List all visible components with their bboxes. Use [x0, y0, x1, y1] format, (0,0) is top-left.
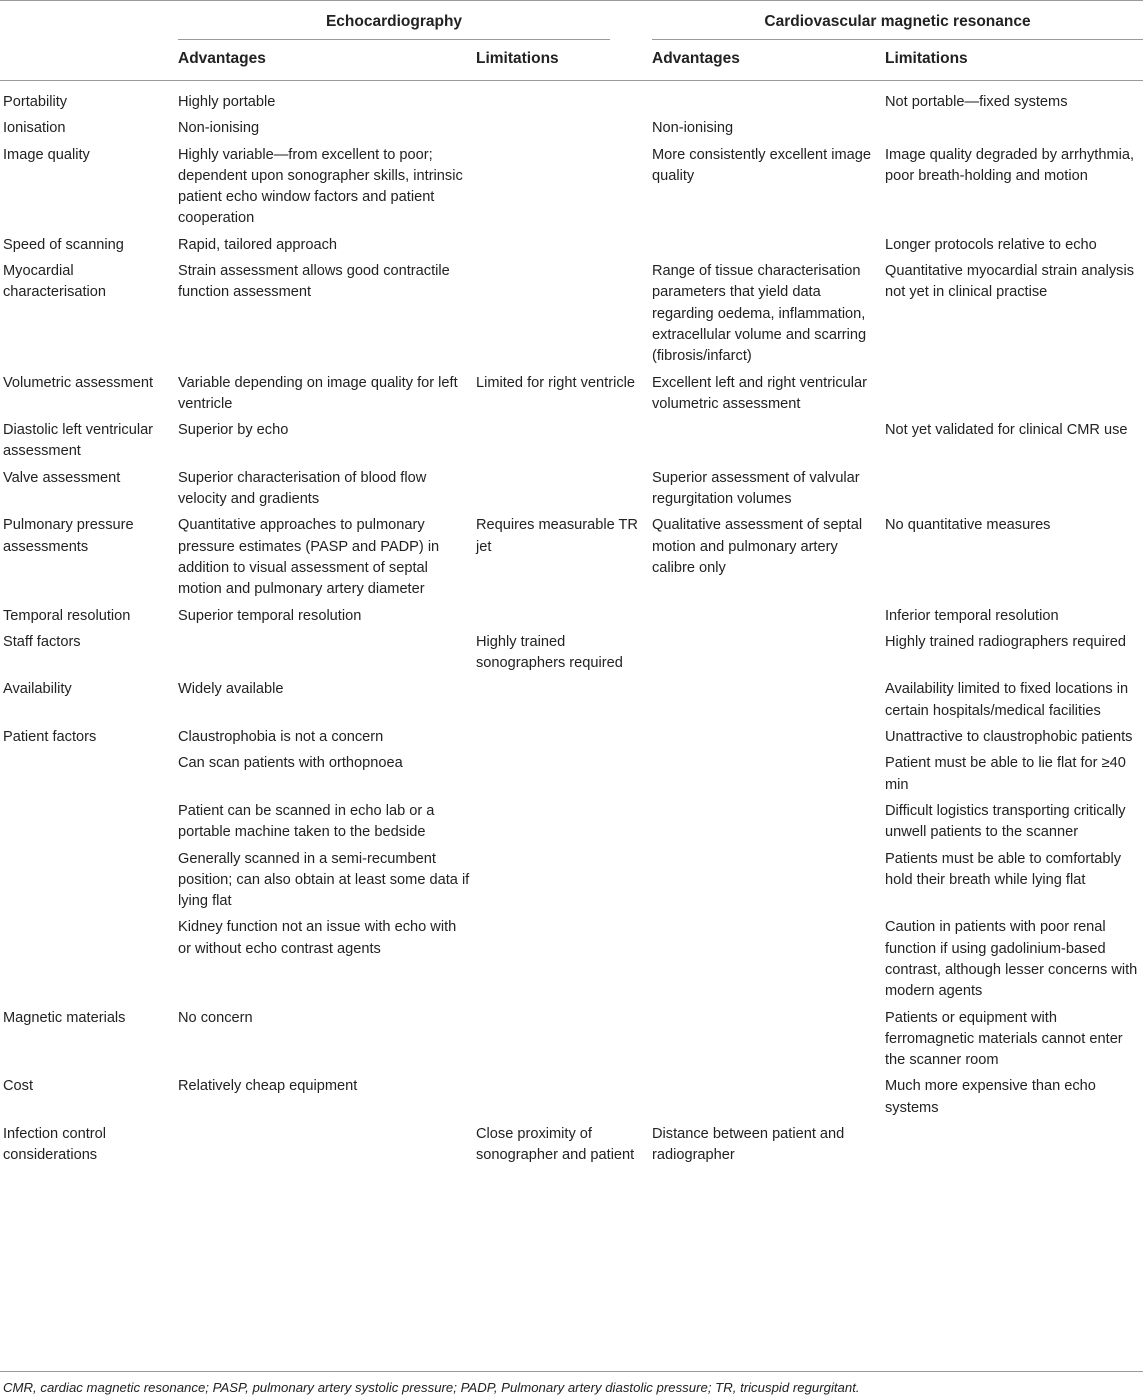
table-row	[0, 257, 1143, 368]
cmr-advantage-cell: Excellent left and right ventricular volumetric assessment	[652, 374, 867, 412]
echo-limitation-cell	[473, 1072, 649, 1120]
row-category-cell	[0, 749, 175, 797]
cmr-advantage-cell	[649, 416, 882, 464]
table-row	[0, 464, 1143, 512]
cmr-advantage-cell	[649, 675, 882, 723]
echo-limitation-cell	[473, 675, 649, 723]
echo-advantage-cell: No concern	[178, 1009, 253, 1026]
table-row	[0, 913, 1143, 1003]
echo-advantages-header: Advantages	[178, 50, 266, 67]
echo-advantage-cell: Variable depending on image quality for left ventricle	[178, 374, 458, 412]
cmr-advantage-cell: Range of tissue characterisation parameters that yield data regarding oedema, inflammation, extracellular volume and scarring (fibrosis/infarct)	[652, 263, 867, 365]
table-row	[0, 749, 1143, 797]
row-category-cell: Magnetic materials	[3, 1009, 126, 1026]
table-row	[0, 231, 1143, 257]
header-rule	[0, 80, 1143, 81]
row-category-cell: Infection control considerations	[3, 1126, 107, 1164]
echo-advantage-cell: Non-ionising	[178, 120, 260, 137]
table-row	[0, 845, 1143, 914]
echo-advantage-cell: Highly portable	[178, 94, 276, 110]
cmr-advantage-cell	[649, 231, 882, 257]
cmr-limitation-cell: Not portable—fixed systems	[885, 94, 1068, 110]
echo-limitation-cell	[473, 845, 649, 914]
echo-advantage-cell	[175, 1120, 473, 1168]
cmr-limitation-cell: Difficult logistics transporting critically unwell patients to the scanner	[885, 802, 1126, 841]
row-category-cell: Valve assessment	[3, 469, 121, 486]
table-row	[0, 1072, 1143, 1120]
row-category-cell	[0, 845, 175, 914]
echo-group-header: Echocardiography	[325, 13, 463, 30]
echo-group-rule	[178, 39, 610, 40]
row-category-cell: Temporal resolution	[3, 607, 131, 624]
table-row	[0, 797, 1143, 845]
cmr-limitation-cell: Highly trained radiographers required	[885, 633, 1126, 650]
echo-limitation-cell	[473, 231, 649, 257]
echo-limitation-cell	[473, 416, 649, 464]
echo-advantage-cell: Relatively cheap equipment	[178, 1078, 358, 1095]
row-category-cell: Volumetric assessment	[3, 374, 154, 391]
cmr-advantage-cell: Distance between patient and radiographer	[652, 1126, 845, 1164]
echo-advantage-cell: Widely available	[178, 681, 284, 698]
table-row	[0, 114, 1143, 140]
top-rule	[0, 0, 1143, 1]
row-category-cell	[0, 797, 175, 845]
row-category-cell: Myocardial characterisation	[3, 263, 107, 301]
cmr-advantages-header: Advantages	[652, 50, 740, 67]
table-row	[0, 628, 1143, 676]
cmr-limitation-cell: Inferior temporal resolution	[885, 607, 1059, 624]
echo-advantage-cell: Generally scanned in a semi-recumbent position; can also obtain at least some data if lying flat	[178, 850, 470, 910]
cmr-limitation-cell: Quantitative myocardial strain analysis not yet in clinical practise	[885, 263, 1135, 301]
row-category-cell: Cost	[3, 1078, 34, 1095]
echo-limitation-cell	[473, 797, 649, 845]
echo-limitation-cell: Close proximity of sonographer and patient	[476, 1126, 635, 1164]
cmr-limitation-cell: Unattractive to claustrophobic patients	[885, 729, 1133, 746]
echo-advantage-cell: Claustrophobia is not a concern	[178, 729, 384, 746]
cmr-advantage-cell	[649, 602, 882, 628]
cmr-advantage-cell	[649, 1072, 882, 1120]
cmr-limitation-cell	[882, 369, 1143, 417]
echo-advantage-cell: Quantitative approaches to pulmonary pressure estimates (PASP and PADP) in addition to visual assessment of septal motion and pulmonary artery diameter	[178, 517, 440, 598]
cmr-advantage-cell	[649, 1004, 882, 1073]
echo-limitation-cell	[473, 464, 649, 512]
cmr-limitation-cell: No quantitative measures	[885, 517, 1051, 534]
table-row	[0, 511, 1143, 601]
echo-advantage-cell: Superior characterisation of blood flow velocity and gradients	[178, 469, 427, 508]
row-category-cell: Portability	[3, 94, 68, 110]
echo-advantage-cell: Patient can be scanned in echo lab or a portable machine taken to the bedside	[178, 802, 435, 841]
cmr-limitation-cell	[882, 464, 1143, 512]
cmr-group-rule	[652, 39, 1143, 40]
row-category-cell	[0, 913, 175, 1003]
row-category-cell: Image quality	[3, 146, 90, 163]
echo-advantage-cell: Rapid, tailored approach	[178, 236, 338, 253]
table-row	[0, 416, 1143, 464]
cmr-advantage-cell	[649, 88, 882, 114]
cmr-advantage-cell	[649, 628, 882, 676]
cmr-advantage-cell	[649, 749, 882, 797]
echo-limitation-cell	[473, 114, 649, 140]
echo-limitation-cell	[473, 602, 649, 628]
echo-limitation-cell	[473, 913, 649, 1003]
echo-limitation-cell	[473, 88, 649, 114]
cmr-limitation-cell	[882, 1120, 1143, 1168]
cmr-advantage-cell	[649, 723, 882, 749]
cmr-limitation-cell	[882, 114, 1143, 140]
cmr-limitation-cell: Caution in patients with poor renal function if using gadolinium-based contrast, although lesser concerns with modern agents	[885, 919, 1138, 1000]
comparison-table	[0, 88, 1143, 1168]
row-category-cell: Diastolic left ventricular assessment	[3, 422, 154, 460]
echo-limitation-cell: Requires measurable TR jet	[476, 517, 638, 555]
cmr-advantage-cell: More consistently excellent image quality	[652, 146, 872, 184]
cmr-group-header: Cardiovascular magnetic resonance	[764, 13, 1031, 30]
table-row	[0, 1120, 1143, 1168]
table-row	[0, 602, 1143, 628]
echo-limitation-cell	[473, 257, 649, 368]
cmr-advantage-cell	[649, 913, 882, 1003]
row-category-cell: Pulmonary pressure assessments	[3, 517, 134, 555]
echo-advantage-cell: Can scan patients with orthopnoea	[178, 755, 403, 772]
echo-limitations-header: Limitations	[476, 50, 559, 67]
echo-advantage-cell: Strain assessment allows good contractile function assessment	[178, 263, 450, 301]
cmr-limitation-cell: Patients must be able to comfortably hold their breath while lying flat	[885, 850, 1122, 888]
table-row	[0, 675, 1143, 723]
cmr-advantage-cell: Non-ionising	[652, 120, 734, 137]
echo-limitation-cell	[473, 1004, 649, 1073]
table-row	[0, 369, 1143, 417]
echo-advantage-cell	[175, 628, 473, 676]
cmr-limitation-cell: Patients or equipment with ferromagnetic materials cannot enter the scanner room	[885, 1009, 1123, 1069]
cmr-limitation-cell: Longer protocols relative to echo	[885, 236, 1097, 253]
table-row	[0, 141, 1143, 231]
echo-advantage-cell: Superior by echo	[178, 422, 289, 439]
row-category-cell: Availability	[3, 681, 72, 698]
cmr-limitation-cell: Patient must be able to lie flat for ≥40 min	[885, 755, 1126, 793]
echo-advantage-cell: Superior temporal resolution	[178, 607, 362, 624]
table-row	[0, 88, 1143, 114]
table-footnote: CMR, cardiac magnetic resonance; PASP, pulmonary artery systolic pressure; PADP, Pulmonary artery diastolic pressure; TR, tricuspid regurgitant.	[3, 1380, 860, 1395]
table-row	[0, 723, 1143, 749]
cmr-advantage-cell	[649, 845, 882, 914]
bottom-rule	[0, 1371, 1143, 1372]
echo-limitation-cell: Highly trained sonographers required	[476, 633, 623, 672]
echo-limitation-cell: Limited for right ventricle	[476, 374, 635, 391]
table-body	[0, 88, 1143, 1168]
echo-limitation-cell	[473, 141, 649, 231]
echo-advantage-cell: Highly variable—from excellent to poor; dependent upon sonographer skills, intrinsic patient echo window factors and patient cooperation	[178, 146, 463, 227]
row-category-cell: Patient factors	[3, 729, 97, 746]
table-row	[0, 1004, 1143, 1073]
cmr-advantage-cell	[649, 797, 882, 845]
echo-limitation-cell	[473, 723, 649, 749]
cmr-limitation-cell: Not yet validated for clinical CMR use	[885, 422, 1128, 439]
row-category-cell: Speed of scanning	[3, 236, 124, 253]
cmr-limitation-cell: Availability limited to fixed locations in certain hospitals/medical facilities	[885, 681, 1129, 719]
echo-advantage-cell: Kidney function not an issue with echo with or without echo contrast agents	[178, 919, 457, 957]
cmr-limitations-header: Limitations	[885, 50, 968, 67]
cmr-advantage-cell: Qualitative assessment of septal motion and pulmonary artery calibre only	[652, 517, 863, 576]
cmr-advantage-cell: Superior assessment of valvular regurgitation volumes	[652, 469, 860, 508]
row-category-cell: Staff factors	[3, 633, 81, 650]
cmr-limitation-cell: Image quality degraded by arrhythmia, poor breath-holding and motion	[885, 146, 1135, 184]
echo-limitation-cell	[473, 749, 649, 797]
row-category-cell: Ionisation	[3, 120, 66, 137]
cmr-limitation-cell: Much more expensive than echo systems	[885, 1078, 1096, 1116]
